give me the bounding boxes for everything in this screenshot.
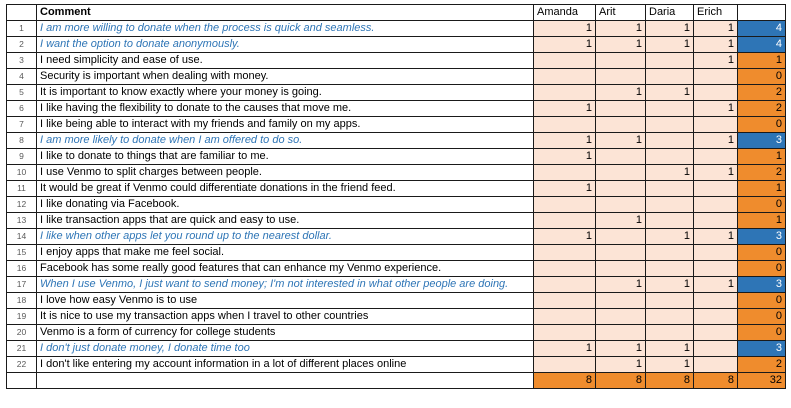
row-number: 2	[7, 37, 37, 53]
tally-cell-daria[interactable]	[646, 149, 694, 165]
comment-cell-highlighted[interactable]: When I use Venmo, I just want to send money; I'm not interested in what other people are doing.	[37, 277, 534, 293]
tally-cell-arit[interactable]	[596, 293, 646, 309]
tally-cell-erich[interactable]: 1	[694, 133, 738, 149]
tally-cell-erich[interactable]	[694, 213, 738, 229]
tally-cell-arit[interactable]: 1	[596, 213, 646, 229]
comment-row	[7, 133, 786, 149]
comment-row	[7, 309, 786, 325]
comment-row	[7, 357, 786, 373]
tally-cell-daria[interactable]	[646, 117, 694, 133]
tally-cell-erich[interactable]	[694, 309, 738, 325]
comment-cell-highlighted[interactable]: I am more likely to donate when I am offered to do so.	[37, 133, 534, 149]
tally-cell-erich[interactable]	[694, 261, 738, 277]
tally-cell-erich[interactable]: 1	[694, 229, 738, 245]
tally-cell-amanda[interactable]	[534, 245, 596, 261]
tally-cell-daria[interactable]: 1	[646, 229, 694, 245]
participant-header-daria: Daria	[646, 5, 694, 21]
row-total-cell: 0	[738, 69, 786, 85]
row-number: 5	[7, 85, 37, 101]
tally-cell-erich[interactable]	[694, 85, 738, 101]
comment-cell[interactable]: I like transaction apps that are quick and easy to use.	[37, 213, 534, 229]
row-number: 22	[7, 357, 37, 373]
affinity-comment-table	[6, 4, 786, 389]
row-total-cell: 1	[738, 181, 786, 197]
tally-cell-erich[interactable]	[694, 149, 738, 165]
comment-row	[7, 69, 786, 85]
row-number: 21	[7, 341, 37, 357]
participant-header-amanda: Amanda	[534, 5, 596, 21]
tally-cell-erich[interactable]	[694, 197, 738, 213]
tally-cell-daria[interactable]	[646, 181, 694, 197]
comment-row	[7, 149, 786, 165]
comment-cell[interactable]: I love how easy Venmo is to use	[37, 293, 534, 309]
tally-cell-daria[interactable]: 1	[646, 37, 694, 53]
comment-table-body	[7, 21, 786, 373]
row-number: 20	[7, 325, 37, 341]
column-total-amanda: 8	[534, 373, 596, 389]
tally-cell-amanda[interactable]	[534, 261, 596, 277]
tally-cell-arit[interactable]	[596, 117, 646, 133]
tally-cell-arit[interactable]	[596, 165, 646, 181]
tally-cell-amanda[interactable]	[534, 277, 596, 293]
comment-row	[7, 261, 786, 277]
tally-cell-daria[interactable]	[646, 325, 694, 341]
tally-cell-amanda[interactable]: 1	[534, 21, 596, 37]
comment-cell[interactable]: I enjoy apps that make me feel social.	[37, 245, 534, 261]
tally-cell-amanda[interactable]	[534, 53, 596, 69]
tally-cell-arit[interactable]	[596, 197, 646, 213]
comment-cell[interactable]: Venmo is a form of currency for college students	[37, 325, 534, 341]
tally-cell-arit[interactable]	[596, 101, 646, 117]
tally-cell-daria[interactable]: 1	[646, 165, 694, 181]
comment-cell[interactable]: I like to donate to things that are familiar to me.	[37, 149, 534, 165]
comment-cell[interactable]: I don't like entering my account information in a lot of different places online	[37, 357, 534, 373]
comment-column-header: Comment	[37, 5, 534, 21]
participant-header-arit: Arit	[596, 5, 646, 21]
row-total-cell: 1	[738, 53, 786, 69]
column-total-daria: 8	[646, 373, 694, 389]
row-total-cell: 2	[738, 165, 786, 181]
header-row	[7, 5, 786, 21]
comment-row	[7, 165, 786, 181]
tally-cell-arit[interactable]: 1	[596, 341, 646, 357]
tally-cell-daria[interactable]	[646, 261, 694, 277]
row-total-cell: 3	[738, 133, 786, 149]
tally-cell-arit[interactable]	[596, 149, 646, 165]
tally-cell-erich[interactable]	[694, 181, 738, 197]
totals-row-number-cell	[7, 373, 37, 389]
row-number: 17	[7, 277, 37, 293]
tally-cell-erich[interactable]	[694, 69, 738, 85]
row-total-cell: 0	[738, 197, 786, 213]
tally-cell-arit[interactable]: 1	[596, 277, 646, 293]
comment-cell-highlighted[interactable]: I am more willing to donate when the process is quick and seamless.	[37, 21, 534, 37]
column-total-arit: 8	[596, 373, 646, 389]
comment-row	[7, 277, 786, 293]
row-total-cell: 2	[738, 357, 786, 373]
comment-row	[7, 85, 786, 101]
comment-cell[interactable]: Facebook has some really good features that can enhance my Venmo experience.	[37, 261, 534, 277]
tally-cell-amanda[interactable]	[534, 85, 596, 101]
tally-cell-daria[interactable]	[646, 197, 694, 213]
tally-cell-daria[interactable]	[646, 213, 694, 229]
row-total-cell: 0	[738, 293, 786, 309]
row-total-cell: 0	[738, 245, 786, 261]
tally-cell-amanda[interactable]	[534, 69, 596, 85]
row-total-cell: 0	[738, 325, 786, 341]
tally-cell-amanda[interactable]	[534, 357, 596, 373]
totals-row	[7, 373, 786, 389]
comment-cell-highlighted[interactable]: I don't just donate money, I donate time too	[37, 341, 534, 357]
tally-cell-daria[interactable]: 1	[646, 341, 694, 357]
tally-cell-erich[interactable]	[694, 341, 738, 357]
comment-cell[interactable]: Security is important when dealing with money.	[37, 69, 534, 85]
tally-cell-daria[interactable]	[646, 309, 694, 325]
tally-cell-daria[interactable]	[646, 245, 694, 261]
row-total-cell: 2	[738, 101, 786, 117]
total-column-header	[738, 5, 786, 21]
row-number: 4	[7, 69, 37, 85]
tally-cell-erich[interactable]	[694, 245, 738, 261]
comment-cell[interactable]: I like donating via Facebook.	[37, 197, 534, 213]
tally-cell-daria[interactable]	[646, 53, 694, 69]
tally-cell-daria[interactable]	[646, 293, 694, 309]
row-number: 7	[7, 117, 37, 133]
tally-cell-erich[interactable]	[694, 117, 738, 133]
comment-row	[7, 197, 786, 213]
tally-cell-daria[interactable]: 1	[646, 85, 694, 101]
row-total-cell: 4	[738, 21, 786, 37]
column-total-erich: 8	[694, 373, 738, 389]
tally-cell-arit[interactable]: 1	[596, 357, 646, 373]
row-total-cell: 0	[738, 117, 786, 133]
tally-cell-amanda[interactable]: 1	[534, 133, 596, 149]
tally-cell-arit[interactable]: 1	[596, 133, 646, 149]
tally-cell-daria[interactable]	[646, 69, 694, 85]
tally-cell-amanda[interactable]: 1	[534, 341, 596, 357]
comment-cell[interactable]: I like being able to interact with my friends and family on my apps.	[37, 117, 534, 133]
row-number: 3	[7, 53, 37, 69]
comment-row	[7, 213, 786, 229]
tally-cell-arit[interactable]	[596, 245, 646, 261]
comment-row	[7, 341, 786, 357]
grand-total-cell: 32	[738, 373, 786, 389]
row-number: 15	[7, 245, 37, 261]
tally-cell-arit[interactable]: 1	[596, 21, 646, 37]
tally-cell-erich[interactable]: 1	[694, 101, 738, 117]
tally-cell-arit[interactable]	[596, 325, 646, 341]
tally-cell-erich[interactable]: 1	[694, 165, 738, 181]
row-number: 19	[7, 309, 37, 325]
tally-cell-daria[interactable]: 1	[646, 357, 694, 373]
row-total-cell: 0	[738, 309, 786, 325]
tally-cell-erich[interactable]	[694, 293, 738, 309]
tally-cell-amanda[interactable]	[534, 293, 596, 309]
participant-header-erich: Erich	[694, 5, 738, 21]
row-number: 6	[7, 101, 37, 117]
tally-cell-arit[interactable]	[596, 181, 646, 197]
comment-cell[interactable]: I like having the flexibility to donate to the causes that move me.	[37, 101, 534, 117]
comment-cell[interactable]: I use Venmo to split charges between people.	[37, 165, 534, 181]
row-total-cell: 3	[738, 277, 786, 293]
row-number: 11	[7, 181, 37, 197]
tally-cell-daria[interactable]: 1	[646, 21, 694, 37]
tally-cell-erich[interactable]: 1	[694, 53, 738, 69]
row-total-cell: 3	[738, 341, 786, 357]
row-total-cell: 3	[738, 229, 786, 245]
comment-row	[7, 229, 786, 245]
row-number: 8	[7, 133, 37, 149]
tally-cell-erich[interactable]	[694, 325, 738, 341]
tally-cell-amanda[interactable]: 1	[534, 37, 596, 53]
comment-row	[7, 293, 786, 309]
comment-row	[7, 21, 786, 37]
tally-cell-amanda[interactable]: 1	[534, 229, 596, 245]
row-number: 1	[7, 21, 37, 37]
tally-cell-amanda[interactable]	[534, 197, 596, 213]
tally-cell-erich[interactable]: 1	[694, 37, 738, 53]
tally-cell-daria[interactable]: 1	[646, 277, 694, 293]
comment-row	[7, 181, 786, 197]
row-total-cell: 0	[738, 261, 786, 277]
comment-cell-highlighted[interactable]: I like when other apps let you round up to the nearest dollar.	[37, 229, 534, 245]
row-number: 12	[7, 197, 37, 213]
tally-cell-arit[interactable]	[596, 309, 646, 325]
tally-cell-arit[interactable]	[596, 69, 646, 85]
tally-cell-daria[interactable]	[646, 133, 694, 149]
totals-row-label-cell	[37, 373, 534, 389]
tally-cell-amanda[interactable]: 1	[534, 181, 596, 197]
tally-cell-amanda[interactable]	[534, 325, 596, 341]
comment-cell[interactable]: It would be great if Venmo could differentiate donations in the friend feed.	[37, 181, 534, 197]
tally-cell-daria[interactable]	[646, 101, 694, 117]
tally-cell-arit[interactable]: 1	[596, 37, 646, 53]
row-number: 18	[7, 293, 37, 309]
comment-row	[7, 325, 786, 341]
row-total-cell: 2	[738, 85, 786, 101]
comment-row	[7, 101, 786, 117]
row-number: 16	[7, 261, 37, 277]
tally-cell-arit[interactable]: 1	[596, 85, 646, 101]
comment-cell[interactable]: I need simplicity and ease of use.	[37, 53, 534, 69]
comment-row	[7, 117, 786, 133]
comment-cell[interactable]: It is important to know exactly where your money is going.	[37, 85, 534, 101]
tally-cell-arit[interactable]	[596, 53, 646, 69]
tally-cell-amanda[interactable]	[534, 309, 596, 325]
tally-cell-amanda[interactable]	[534, 117, 596, 133]
tally-cell-erich[interactable]	[694, 357, 738, 373]
tally-cell-erich[interactable]: 1	[694, 277, 738, 293]
row-number: 14	[7, 229, 37, 245]
comment-cell[interactable]: It is nice to use my transaction apps when I travel to other countries	[37, 309, 534, 325]
tally-cell-amanda[interactable]: 1	[534, 149, 596, 165]
row-number-header	[7, 5, 37, 21]
comment-row	[7, 37, 786, 53]
tally-cell-arit[interactable]	[596, 229, 646, 245]
comment-row	[7, 53, 786, 69]
tally-cell-arit[interactable]	[596, 261, 646, 277]
row-number: 10	[7, 165, 37, 181]
row-total-cell: 4	[738, 37, 786, 53]
row-number: 13	[7, 213, 37, 229]
row-total-cell: 1	[738, 149, 786, 165]
tally-cell-amanda[interactable]	[534, 213, 596, 229]
comment-row	[7, 245, 786, 261]
comment-cell-highlighted[interactable]: I want the option to donate anonymously.	[37, 37, 534, 53]
tally-cell-erich[interactable]: 1	[694, 21, 738, 37]
row-total-cell: 1	[738, 213, 786, 229]
row-number: 9	[7, 149, 37, 165]
tally-cell-amanda[interactable]: 1	[534, 101, 596, 117]
tally-cell-amanda[interactable]	[534, 165, 596, 181]
